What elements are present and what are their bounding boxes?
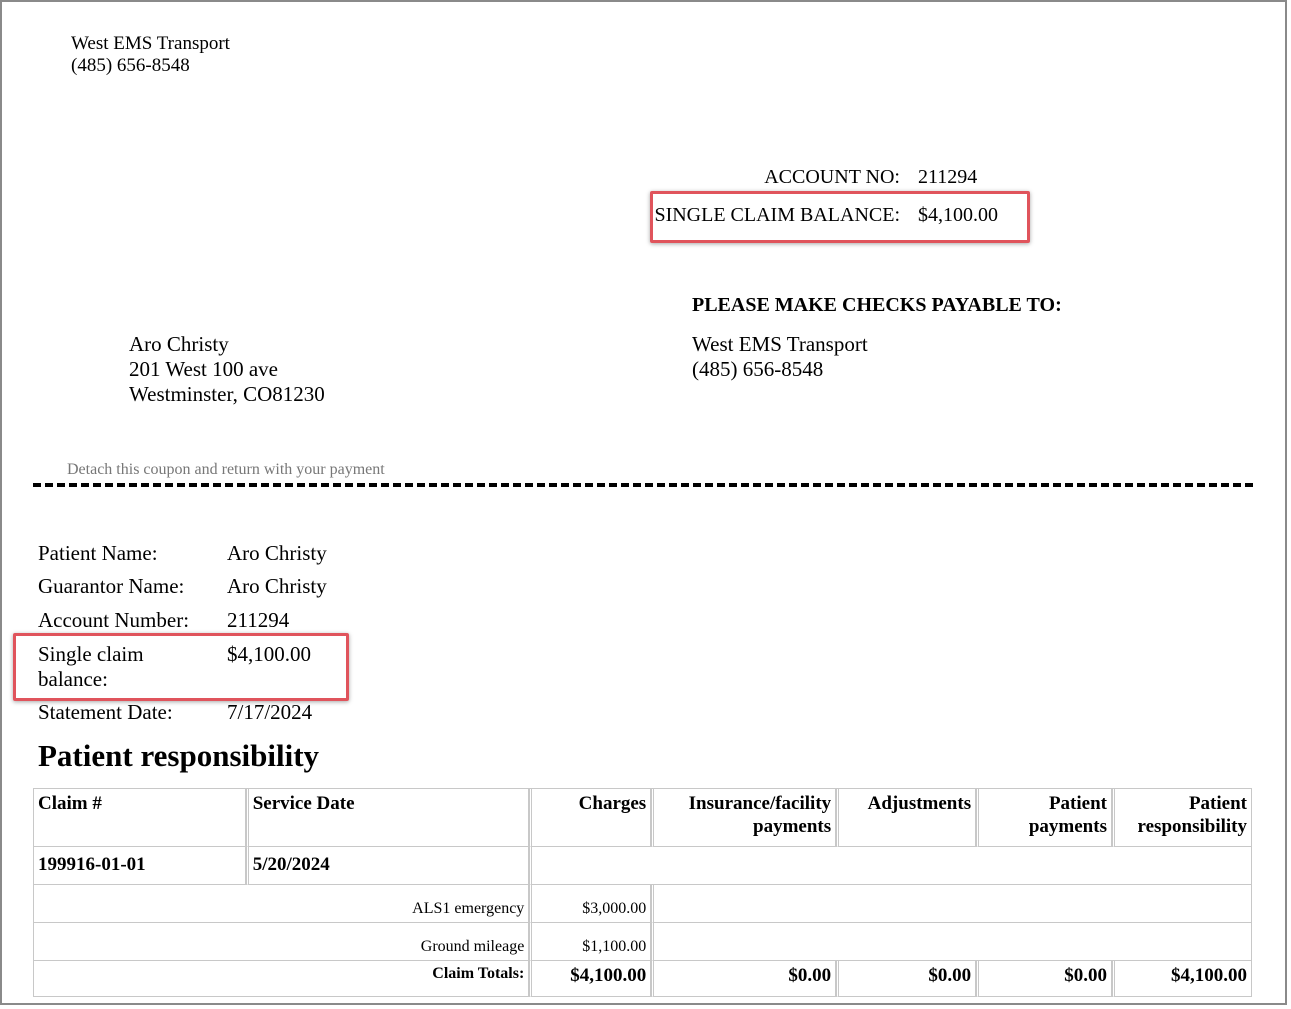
guarantor-name-label: Guarantor Name: (38, 574, 185, 598)
sender-name: West EMS Transport (71, 33, 230, 54)
total-adjustments: $0.00 (836, 961, 976, 997)
single-claim-balance-info-label-line2: balance: (38, 667, 108, 691)
col-claim-header: Claim # (34, 789, 246, 847)
single-claim-balance-value: $4,100.00 (918, 204, 998, 226)
line-item-row (34, 885, 1252, 923)
col-patient-responsibility-header-line2: responsibility (1137, 816, 1247, 837)
payee-name: West EMS Transport (692, 332, 868, 356)
account-number-info-label: Account Number: (38, 608, 190, 632)
table-header-row (34, 789, 1252, 847)
line-item-row (34, 923, 1252, 961)
coupon-cut-line (33, 483, 1253, 487)
patient-name-value: Aro Christy (227, 541, 327, 565)
col-service-date-header: Service Date (246, 789, 530, 847)
payee-phone: (485) 656-8548 (692, 357, 824, 381)
sender-block (71, 33, 230, 77)
claim-service-date: 5/20/2024 (246, 847, 530, 885)
guarantor-name-value: Aro Christy (227, 574, 327, 598)
single-claim-balance-info-label-line1: Single claim (38, 642, 144, 666)
total-patient-responsibility: $4,100.00 (1112, 961, 1252, 997)
patient-responsibility-title: Patient responsibility (38, 738, 320, 773)
col-patient-payments-header (976, 789, 1112, 847)
claim-totals-label: Claim Totals: (34, 961, 529, 997)
claims-table (33, 788, 1252, 997)
recipient-address-line1: 201 West 100 ave (129, 357, 278, 381)
line-item-empty (651, 923, 1252, 961)
claim-row-empty (529, 847, 1252, 885)
account-number-info-value: 211294 (227, 608, 290, 632)
info-balance-highlight-box (13, 633, 349, 701)
col-insurance-header (651, 789, 836, 847)
line-item-charge: $1,100.00 (529, 923, 651, 961)
line-item-description: Ground mileage (34, 923, 529, 961)
line-item-empty (651, 885, 1252, 923)
col-patient-responsibility-header (1112, 789, 1252, 847)
total-patient-payments: $0.00 (976, 961, 1112, 997)
account-number-value: 211294 (918, 166, 978, 188)
balance-highlight-box (650, 191, 1030, 243)
line-item-charge: $3,000.00 (529, 885, 651, 923)
total-insurance: $0.00 (651, 961, 836, 997)
total-charges: $4,100.00 (529, 961, 651, 997)
line-item-description: ALS1 emergency (34, 885, 529, 923)
detach-instruction: Detach this coupon and return with your payment (67, 461, 385, 478)
col-insurance-header-line1: Insurance/facility (688, 793, 832, 814)
col-charges-header: Charges (529, 789, 651, 847)
recipient-address-line2: Westminster, CO81230 (129, 382, 325, 406)
sender-phone: (485) 656-8548 (71, 55, 190, 76)
statement-date-label: Statement Date: (38, 700, 173, 724)
statement-date-value: 7/17/2024 (227, 700, 313, 724)
recipient-name: Aro Christy (129, 332, 229, 356)
claim-number: 199916-01-01 (34, 847, 246, 885)
col-insurance-header-line2: payments (753, 816, 832, 837)
claim-totals-row (34, 961, 1252, 997)
payee-block (692, 332, 868, 382)
account-number-label: ACCOUNT NO: (764, 166, 900, 188)
patient-name-label: Patient Name: (38, 541, 158, 565)
col-adjustments-header: Adjustments (836, 789, 976, 847)
single-claim-balance-info-value: $4,100.00 (227, 642, 311, 666)
col-patient-payments-header-line1: Patient (1048, 793, 1107, 814)
claim-row (34, 847, 1252, 885)
payable-title: PLEASE MAKE CHECKS PAYABLE TO: (692, 294, 1062, 316)
recipient-address (129, 332, 325, 407)
single-claim-balance-label: SINGLE CLAIM BALANCE: (654, 204, 900, 226)
col-patient-payments-header-line2: payments (1028, 816, 1107, 837)
col-patient-responsibility-header-line1: Patient (1188, 793, 1247, 814)
